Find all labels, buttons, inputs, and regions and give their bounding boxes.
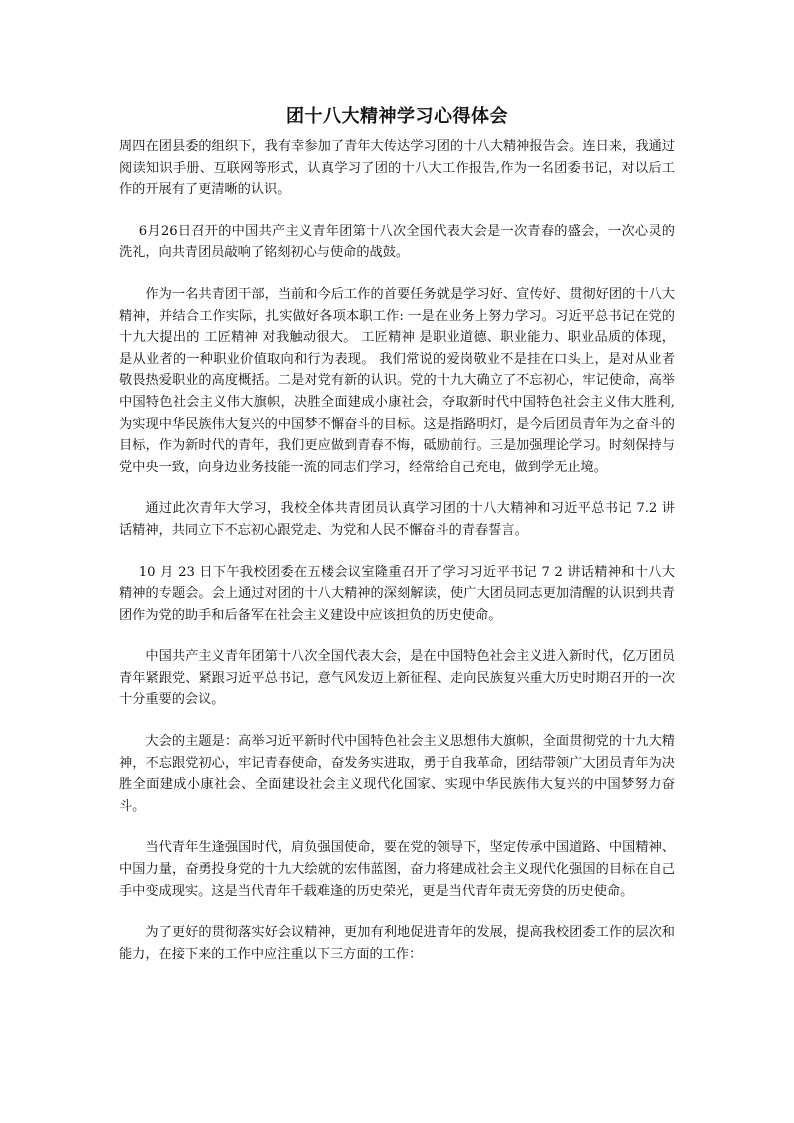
paragraph-8: 当代青年生逢强国时代，肩负强国使命，要在党的领导下，坚定传承中国道路、中国精神、中国力量，奋勇投身党的十九大绘就的宏伟蓝图，奋力将建成社会主义现代化强国的目标在自己手中变成现实。这是当代青年千载难逢的历史荣光，更是当代青年责无旁贷的历史使命。 bbox=[119, 840, 675, 899]
document-title: 团十八大精神学习心得体会 bbox=[286, 106, 508, 127]
paragraph-3: 作为一名共青团干部，当前和今后工作的首要任务就是学习好、宣传好、贯彻好团的十八大精神，并结合工作实际，扎实做好各项本职工作: 一是在业务上努力学习。习近平总书记在党的十九大提出的 工匠精神 对我触动很大。 工匠精神 是职业道德、职业能力、职业品质的体现，是从业者的一种职业价值取向和行为表现。 我们常说的爱岗敬业不是挂在口头上，是对从业者敬畏热爱职业的高度概括。二是对党有新的认识。党的十九大确立了不忘初心，牢记使命，高举中国特色社会主义伟大旗帜，决胜全面建成小康社会，夺取新时代中国特色社会主义伟大胜利, 为实现中华民族伟大复兴的中国梦不懈奋斗的目标。这是指路明灯，是今后团员青年为之奋斗的目标，作为新时代的青年，我们更应做到青春不悔，砥励前行。三是加强理论学习。时刻保持与党中央一致，向身边业务技能一流的同志们学习，经常给自己充电，做到学无止境。 bbox=[119, 286, 675, 475]
document-body bbox=[119, 136, 675, 985]
paragraph-2: 6月26日召开的中国共产主义青年团第十八次全国代表大会是一次青春的盛会，一次心灵的洗礼，向共青团员敲响了铭刻初心与使命的战鼓。 bbox=[119, 223, 675, 261]
paragraph-7: 大会的主题是：高举习近平新时代中国特色社会主义思想伟大旗帜，全面贯彻党的十九大精神，不忘跟党初心，牢记青春使命，奋发务实进取，勇于自我革命，团结带领广大团员青年为决胜全面建成小康社会、全面建设社会主义现代化国家、实现中华民族伟大复兴的中国梦努力奋斗。 bbox=[119, 734, 675, 814]
paragraph-4: 通过此次青年大学习，我校全体共青团员认真学习团的十八大精神和习近平总书记 7.2 讲话精神，共同立下不忘初心跟党走、为党和人民不懈奋斗的青春誓言。 bbox=[119, 501, 675, 538]
paragraph-6: 中国共产主义青年团第十八次全国代表大会，是在中国特色社会主义进入新时代，亿万团员青年紧跟党、紧跟习近平总书记，意气风发迈上新征程、走向民族复兴重大历史时期召开的一次十分重要的会议。 bbox=[119, 649, 675, 708]
paragraph-1: 周四在团县委的组织下，我有幸参加了青年大传达学习团的十八大精神报告会。连日来，我通过阅读知识手册、互联网等形式，认真学习了团的十八大工作报告,作为一名团委书记，对以后工作的开展有了更清晰的认识。 bbox=[119, 139, 675, 198]
paragraph-5: 10 月 23 日下午我校团委在五楼会议室隆重召开了学习习近平书记 7 2 讲话精神和十八大精神的专题会。会上通过对团的十八大精神的深刻解读，使广大团员同志更加清醒的认识到共青团作为党的助手和后备军在社会主义建设中应该担负的历史使命。 bbox=[119, 564, 675, 623]
paragraph-9: 为了更好的贯彻落实好会议精神，更加有利地促进青年的发展，提高我校团委工作的层次和能力，在接下来的工作中应注重以下三方面的工作： bbox=[119, 925, 675, 962]
